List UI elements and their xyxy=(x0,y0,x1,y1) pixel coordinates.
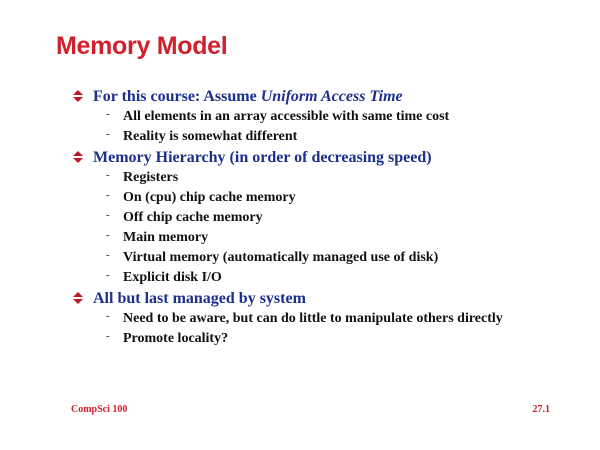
footer-slide-number: 27.1 xyxy=(532,404,550,415)
sub-item-text: Registers xyxy=(123,170,179,185)
sub-item xyxy=(72,268,582,288)
sub-item-text: Off chip cache memory xyxy=(123,210,263,225)
sub-item xyxy=(72,329,582,349)
dash-icon: - xyxy=(106,169,110,181)
sub-item xyxy=(72,309,582,329)
dash-icon: - xyxy=(106,249,110,261)
slide-content xyxy=(72,86,582,349)
dash-icon: - xyxy=(106,229,110,241)
dash-icon: - xyxy=(106,189,110,201)
footer-course: CompSci 100 xyxy=(71,404,128,415)
double-diamond-icon xyxy=(72,147,84,168)
bullet-text: For this course: Assume xyxy=(93,88,261,105)
dash-icon: - xyxy=(106,128,110,140)
bullet-item xyxy=(72,86,582,107)
sub-item xyxy=(72,168,582,188)
sub-item-text: All elements in an array accessible with same time cost xyxy=(123,109,450,124)
sub-item-text: Virtual memory (automatically managed use of disk) xyxy=(123,250,439,265)
bullet-item xyxy=(72,147,582,168)
bullet-text: Memory Hierarchy (in order of decreasing speed) xyxy=(93,149,432,166)
bullet-emphasis: Uniform Access Time xyxy=(260,88,403,105)
sub-item xyxy=(72,188,582,208)
slide-title: Memory Model xyxy=(56,32,228,60)
sub-item xyxy=(72,228,582,248)
sub-item-text: Need to be aware, but can do little to manipulate others directly xyxy=(123,311,503,326)
sub-item-text: Promote locality? xyxy=(123,331,229,346)
double-diamond-icon xyxy=(72,288,84,309)
dash-icon: - xyxy=(106,310,110,322)
sub-item xyxy=(72,208,582,228)
sub-item xyxy=(72,107,582,127)
dash-icon: - xyxy=(106,269,110,281)
dash-icon: - xyxy=(106,209,110,221)
bullet-item xyxy=(72,288,582,309)
dash-icon: - xyxy=(106,108,110,120)
double-diamond-icon xyxy=(72,86,84,107)
sub-item-text: On (cpu) chip cache memory xyxy=(123,190,296,205)
dash-icon: - xyxy=(106,330,110,342)
bullet-text: All but last managed by system xyxy=(93,290,306,307)
sub-list xyxy=(72,309,582,349)
sub-item-text: Reality is somewhat different xyxy=(123,129,298,144)
sub-item-text: Main memory xyxy=(123,230,209,245)
sub-list xyxy=(72,168,582,288)
sub-list xyxy=(72,107,582,147)
sub-item xyxy=(72,127,582,147)
sub-item-text: Explicit disk I/O xyxy=(123,270,222,285)
sub-item xyxy=(72,248,582,268)
